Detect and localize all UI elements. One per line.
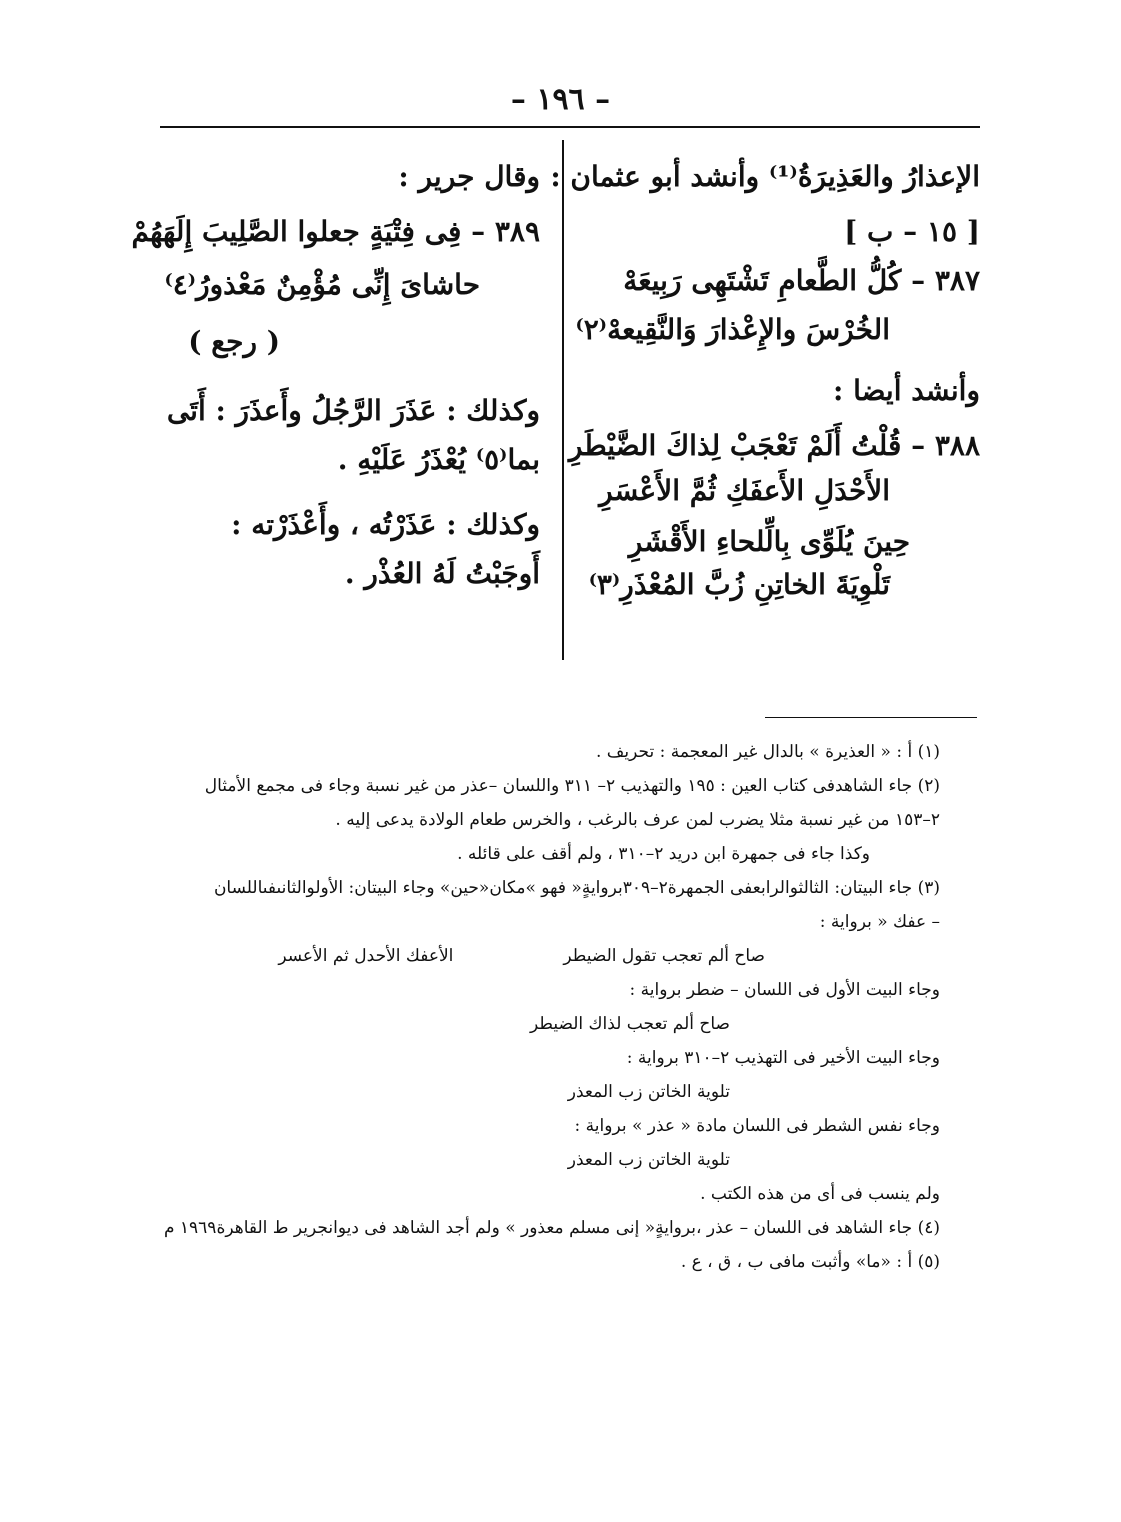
folio-marker: [ ١٥ – ب ] [844, 215, 980, 248]
verse-variant: تلوية الخاتن زب المعذر [567, 1082, 730, 1102]
footnote-line: ٢–١٥٣ من غير نسبة مثلا يضرب لمن عرف بالرغب ، والخرس طعام الولادة يدعى إليه . [335, 810, 940, 830]
verse-variant: صاح ألم تعجب لذاك الضيطر [530, 1014, 730, 1034]
verse-variant [150, 939, 940, 973]
verse-line: ٣٨٩ – فِى فِتْيَةٍ جعلوا الصَّلِيبَ إِلَهَهُمْ [131, 215, 540, 248]
text-line: وأنشد أيضا : [833, 374, 980, 407]
left-column [131, 160, 540, 590]
verse-hemistich: الأعفك الأحدل ثم الأعسر [278, 946, 454, 966]
text-line: وقال جرير : [398, 160, 540, 193]
footnote-line: وكذا جاء فى جمهرة ابن دريد ٢–٣١٠ ، ولم أقف على قائله . [457, 844, 870, 864]
text-line: بما⁽٥⁾ يُعْذَرُ عَلَيْهِ . [337, 443, 540, 476]
verse-variant: تلوية الخاتن زب المعذر [567, 1150, 730, 1170]
text-line: وكذلك : عَذَرَ الرَّجُلُ وأَعذَرَ : أَتَى [166, 394, 540, 427]
page-number: – ١٩٦ – [510, 82, 611, 117]
text-line: الإعذارُ والعَذِيرَةُ⁽¹⁾ وأنشد أبو عثمان : [550, 160, 980, 193]
footnote-line: وجاء البيت الأخير فى التهذيب ٢–٣١٠ برواية : [626, 1048, 940, 1068]
footnotes [150, 735, 940, 1279]
footnote-line: – عفك « برواية : [819, 912, 940, 932]
verse-line: تَلْوِيَةَ الخاتِنِ زُبَّ المُعْذَرِ⁽٣⁾ [588, 568, 890, 601]
verse-line: الخُرْسَ والإِعْذارَ وَالنَّقِيعهْ⁽٢⁾ [575, 313, 890, 346]
footnote-line: (٣) جاء البيتان: الثالثوالرابعفى الجمهرة٢–٣٠٩بروايةٍ« فهو »مكان«حين» وجاء البيتان: الأولوالثانىفىاللسان [213, 878, 940, 898]
footnote-line: (٥) أ : «ما» وأثبت مافى ب ، ق ، ع . [680, 1252, 940, 1272]
verse-line: ٣٨٨ – قُلْتُ أَلَمْ تَعْجَبْ لِذاكَ الضَّيْطَرِ [568, 429, 980, 462]
footnote-line: ولم ينسب فى أى من هذه الكتب . [700, 1184, 940, 1204]
footnote-line: (٢) جاء الشاهدفى كتاب العين : ١٩٥ والتهذيب ٢– ٣١١ واللسان –عذر من غير نسبة وجاء فى مجمع الأمثال [204, 776, 940, 796]
verse-line: ٣٨٧ – كُلُّ الطَّعامِ تَشْتَهِى رَبِيعَهْ [623, 264, 980, 297]
footnote-rule [765, 717, 977, 718]
text-line: وكذلك : عَذَرْتُه ، وأَعْذَرْته : [231, 508, 540, 541]
verse-hemistich: صاح ألم تعجب تقول الضيطر [563, 946, 765, 966]
verse-line: حِينَ يُلَوِّى بِالِّلحاءِ الأَقْشَرِ [628, 525, 910, 558]
footnote-line: وجاء البيت الأول فى اللسان – ضطر برواية : [629, 980, 940, 1000]
header-rule [160, 126, 980, 128]
footnote-line: (٤) جاء الشاهد فى اللسان – عذر ،بروايةٍ« إنى مسلم معذور » ولم أجد الشاهد فى ديوانجرير ط القاهرة١٩٦٩ م [163, 1218, 940, 1238]
right-column [550, 160, 980, 601]
footnote-line: (١) أ : « العذيرة » بالدال غير المعجمة : تحريف . [595, 742, 940, 762]
verse-line: الأَحْدَلِ الأَعفَكِ ثُمَّ الأَعْسَرِ [599, 474, 890, 507]
verse-line: حاشاىَ إِنِّى مُؤْمِنٌ مَعْذورُ⁽٤⁾ [164, 268, 480, 301]
text-line: أَوجَبْتُ لَهُ العُذْر . [344, 557, 540, 590]
footnote-line: وجاء نفس الشطر فى اللسان مادة « عذر » برواية : [574, 1116, 940, 1136]
section-marker: ( رجع ) [188, 325, 280, 358]
column-divider [562, 140, 564, 660]
